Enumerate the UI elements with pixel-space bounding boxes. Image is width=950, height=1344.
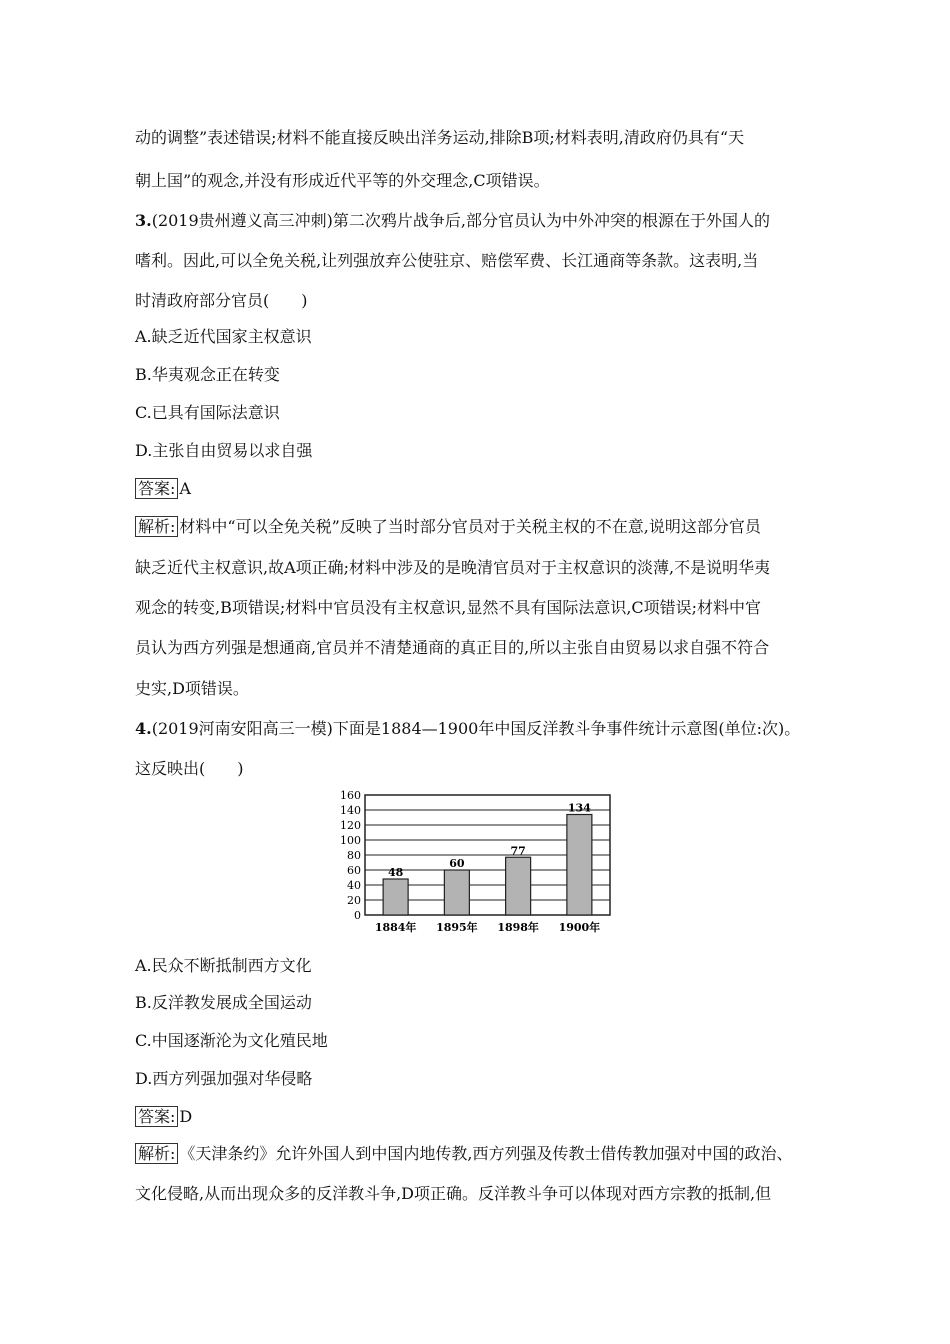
x-tick-label: 1898年 — [497, 921, 539, 934]
data-label: 134 — [567, 801, 591, 815]
bar — [506, 857, 531, 915]
question-3-stem-text: (2019贵州遵义高三冲刺)第二次鸦片战争后,部分官员认为中外冲突的根源在于外国人的 — [151, 211, 770, 230]
question-4-analysis-line — [135, 1143, 793, 1165]
question-3-analysis-line: 员认为西方列强是想通商,官员并不清楚通商的真正目的,所以主张自由贸易以求自强不符合 — [135, 638, 770, 657]
analysis-text: 材料中“可以全免关税”反映了当时部分官员对于关税主权的不在意,说明这部分官员 — [179, 517, 761, 536]
question-3-stem-line: 时清政府部分官员( ) — [135, 291, 308, 310]
question-4-stem-text: (2019河南安阳高三一模)下面是1884—1900年中国反洋教斗争事件统计示意图(单位:次)。 — [151, 719, 801, 738]
data-label: 48 — [387, 866, 404, 879]
y-tick-label: 80 — [347, 849, 361, 862]
question-4-option-a: A.民众不断抵制西方文化 — [135, 956, 312, 975]
question-3-stem-line — [135, 210, 770, 232]
question-3-answer — [135, 478, 191, 500]
question-4-stem-line: 这反映出( ) — [135, 759, 244, 778]
question-3-option-b: B.华夷观念正在转变 — [135, 365, 280, 384]
y-tick-label: 140 — [340, 804, 361, 817]
analysis-text: 《天津条约》允许外国人到中国内地传教,西方列强及传教士借传教加强对中国的政治、 — [179, 1144, 793, 1163]
bar — [567, 815, 592, 916]
question-4-answer — [135, 1106, 192, 1128]
y-tick-label: 160 — [340, 790, 361, 802]
answer-tag: 答案: — [135, 478, 178, 499]
question-4-option-d: D.西方列强加强对华侵略 — [135, 1069, 313, 1088]
analysis-continuation-line: 朝上国”的观念,并没有形成近代平等的外交理念,C项错误。 — [135, 171, 550, 190]
y-tick-label: 120 — [340, 819, 361, 832]
question-3-stem-line: 嗜利。因此,可以全免关税,让列强放弃公使驻京、赔偿军费、长江通商等条款。这表明,当 — [135, 251, 759, 270]
x-tick-label: 1900年 — [558, 921, 601, 934]
x-tick-label: 1895年 — [436, 921, 478, 934]
answer-value: A — [179, 479, 191, 498]
y-tick-label: 20 — [347, 894, 361, 907]
question-4-number: 4. — [135, 719, 152, 738]
analysis-tag: 解析: — [135, 516, 178, 537]
question-3-analysis-line: 史实,D项错误。 — [135, 679, 249, 698]
answer-value: D — [179, 1107, 193, 1126]
y-tick-label: 100 — [340, 834, 361, 847]
question-4-stem-line — [135, 718, 800, 740]
question-3-analysis-line: 观念的转变,B项错误;材料中官员没有主权意识,显然不具有国际法意识,C项错误;材料中官 — [135, 598, 762, 617]
bar-chart — [320, 790, 620, 940]
y-tick-label: 40 — [347, 879, 361, 892]
y-tick-label: 0 — [354, 909, 361, 922]
x-tick-label: 1884年 — [374, 921, 417, 934]
bar — [383, 879, 408, 915]
y-tick-label: 60 — [347, 864, 361, 877]
question-3-option-c: C.已具有国际法意识 — [135, 403, 280, 422]
data-label: 77 — [510, 844, 526, 858]
bar — [444, 870, 469, 915]
analysis-tag: 解析: — [135, 1143, 178, 1164]
question-4-option-c: C.中国逐渐沦为文化殖民地 — [135, 1031, 328, 1050]
question-3-analysis-line — [135, 516, 761, 538]
question-3-number: 3. — [135, 211, 152, 230]
question-3-analysis-line: 缺乏近代主权意识,故A项正确;材料中涉及的是晚清官员对于主权意识的淡薄,不是说明华夷 — [135, 558, 771, 577]
data-label: 60 — [449, 857, 465, 870]
answer-tag: 答案: — [135, 1106, 178, 1127]
question-3-option-d: D.主张自由贸易以求自强 — [135, 441, 313, 460]
analysis-continuation-line: 动的调整”表述错误;材料不能直接反映出洋务运动,排除B项;材料表明,清政府仍具有“天 — [135, 128, 745, 147]
question-4-option-b: B.反洋教发展成全国运动 — [135, 993, 312, 1012]
question-4-analysis-line: 文化侵略,从而出现众多的反洋教斗争,D项正确。反洋教斗争可以体现对西方宗教的抵制,但 — [135, 1184, 772, 1203]
question-3-option-a: A.缺乏近代国家主权意识 — [135, 327, 312, 346]
